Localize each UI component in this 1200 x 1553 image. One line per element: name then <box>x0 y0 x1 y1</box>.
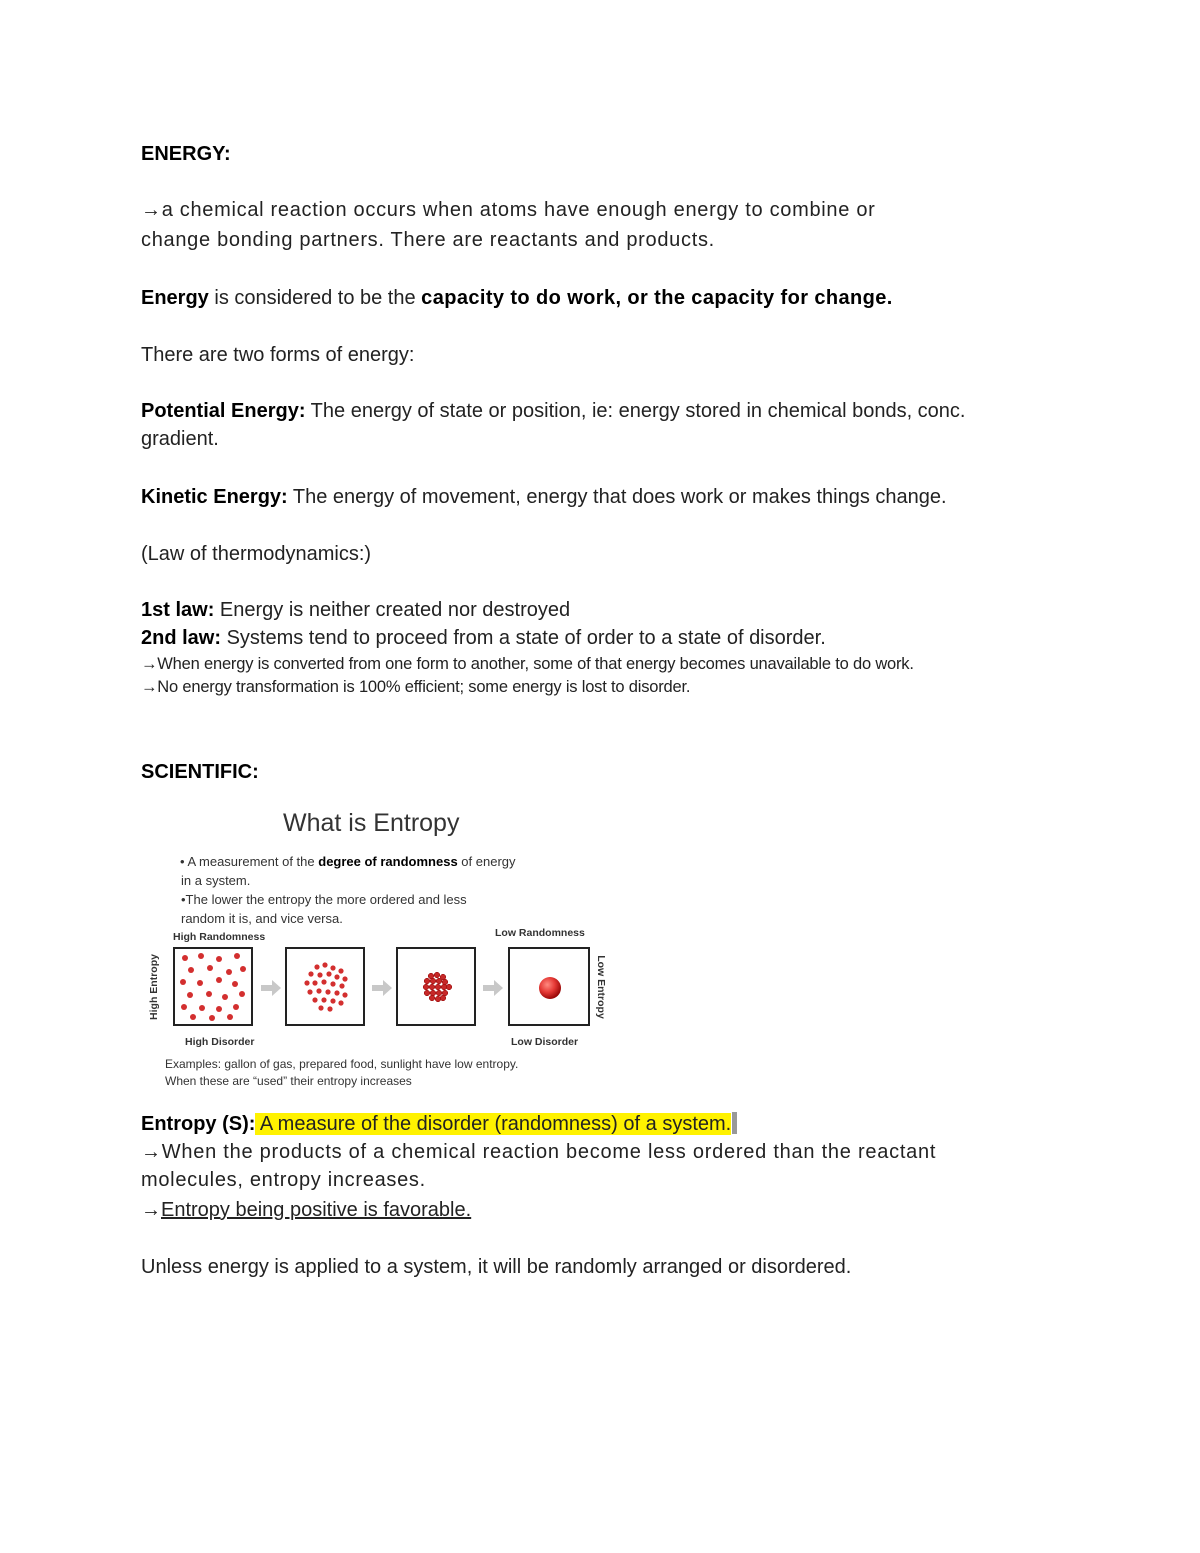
energy-term: Energy <box>141 287 209 309</box>
high-disorder-box <box>173 947 253 1026</box>
second-law-note-2: →No energy transformation is 100% efficient; some energy is lost to disorder. <box>141 678 691 696</box>
entropy-definition <box>141 1110 737 1138</box>
examples-line-1: Examples: gallon of gas, prepared food, sunlight have low entropy. <box>165 1057 519 1071</box>
potential-energy-text: The energy of state or position, ie: energy stored in chemical bonds, conc. <box>305 400 966 422</box>
intro-line-1: →a chemical reaction occurs when atoms have enough energy to combine or <box>141 199 876 221</box>
potential-energy-line <box>141 397 965 425</box>
high-entropy-label: High Entropy <box>147 954 160 1020</box>
second-law <box>141 624 826 652</box>
law-heading: (Law of thermodynamics:) <box>141 543 372 565</box>
energy-def-bold: capacity to do work, or the capacity for change. <box>421 287 893 309</box>
second-law-note-1: →When energy is converted from one form to another, some of that energy becomes unavailable to do work. <box>141 655 914 673</box>
kinetic-energy-text: The energy of movement, energy that does work or makes things change. <box>287 486 947 508</box>
figure-bullet-2: •The lower the entropy the more ordered and less <box>181 892 467 907</box>
entropy-term: Entropy (S): <box>141 1113 256 1135</box>
kinetic-energy-term: Kinetic Energy: <box>141 486 288 508</box>
low-entropy-label: Low Entropy <box>594 955 607 1019</box>
first-law <box>141 596 570 624</box>
high-randomness-label: High Randomness <box>173 931 266 943</box>
examples-line-2: When these are “used” their entropy increases <box>165 1074 412 1088</box>
tight-cluster-graphic <box>398 949 474 1024</box>
arrow-glyph: → <box>141 1199 161 1221</box>
low-randomness-label: Low Randomness <box>495 927 585 939</box>
figure-title: What is Entropy <box>283 809 460 837</box>
entropy-note-2 <box>141 1196 471 1224</box>
medium-disorder-box <box>285 947 365 1026</box>
figure-bullet-1: • A measurement of the degree of randomness of energy <box>180 854 516 869</box>
second-law-text: Systems tend to proceed from a state of order to a state of disorder. <box>221 627 826 649</box>
scattered-particles-graphic <box>175 949 251 1024</box>
potential-energy-line-2: gradient. <box>141 428 219 450</box>
intro-line-2: change bonding partners. There are reactants and products. <box>141 229 715 251</box>
arrow-right-icon <box>483 980 503 996</box>
entropy-note-1-line-2: molecules, entropy increases. <box>141 1169 426 1191</box>
low-disorder-sphere-box <box>508 947 590 1026</box>
potential-energy-term: Potential Energy: <box>141 400 306 422</box>
forms-intro: There are two forms of energy: <box>141 344 415 366</box>
entropy-figure <box>148 805 618 1095</box>
low-disorder-cluster-box <box>396 947 476 1026</box>
arrow-right-icon <box>261 980 281 996</box>
entropy-note-1: →When the products of a chemical reaction become less ordered than the reactant <box>141 1141 937 1163</box>
first-law-term: 1st law: <box>141 599 215 621</box>
energy-def-mid: is considered to be the <box>208 287 422 309</box>
low-disorder-label: Low Disorder <box>511 1036 579 1048</box>
loose-cluster-graphic <box>287 949 363 1024</box>
high-disorder-label: High Disorder <box>185 1036 255 1048</box>
kinetic-energy-line <box>141 483 947 511</box>
figure-bullet-2-line-2: random it is, and vice versa. <box>181 911 343 926</box>
energy-heading: ENERGY: <box>141 143 231 165</box>
second-law-term: 2nd law: <box>141 627 222 649</box>
single-sphere-graphic <box>510 949 588 1024</box>
arrow-right-icon <box>372 980 392 996</box>
figure-bullet-1-line-2: in a system. <box>181 873 251 888</box>
entropy-favorable-text: Entropy being positive is favorable. <box>161 1199 472 1221</box>
first-law-text: Energy is neither created nor destroyed <box>214 599 571 621</box>
energy-definition <box>141 284 893 312</box>
text-cursor <box>732 1112 737 1134</box>
scientific-heading: SCIENTIFIC: <box>141 761 259 783</box>
closing-statement: Unless energy is applied to a system, it will be randomly arranged or disordered. <box>141 1256 852 1278</box>
entropy-definition-highlight: A measure of the disorder (randomness) of a system. <box>255 1113 732 1135</box>
